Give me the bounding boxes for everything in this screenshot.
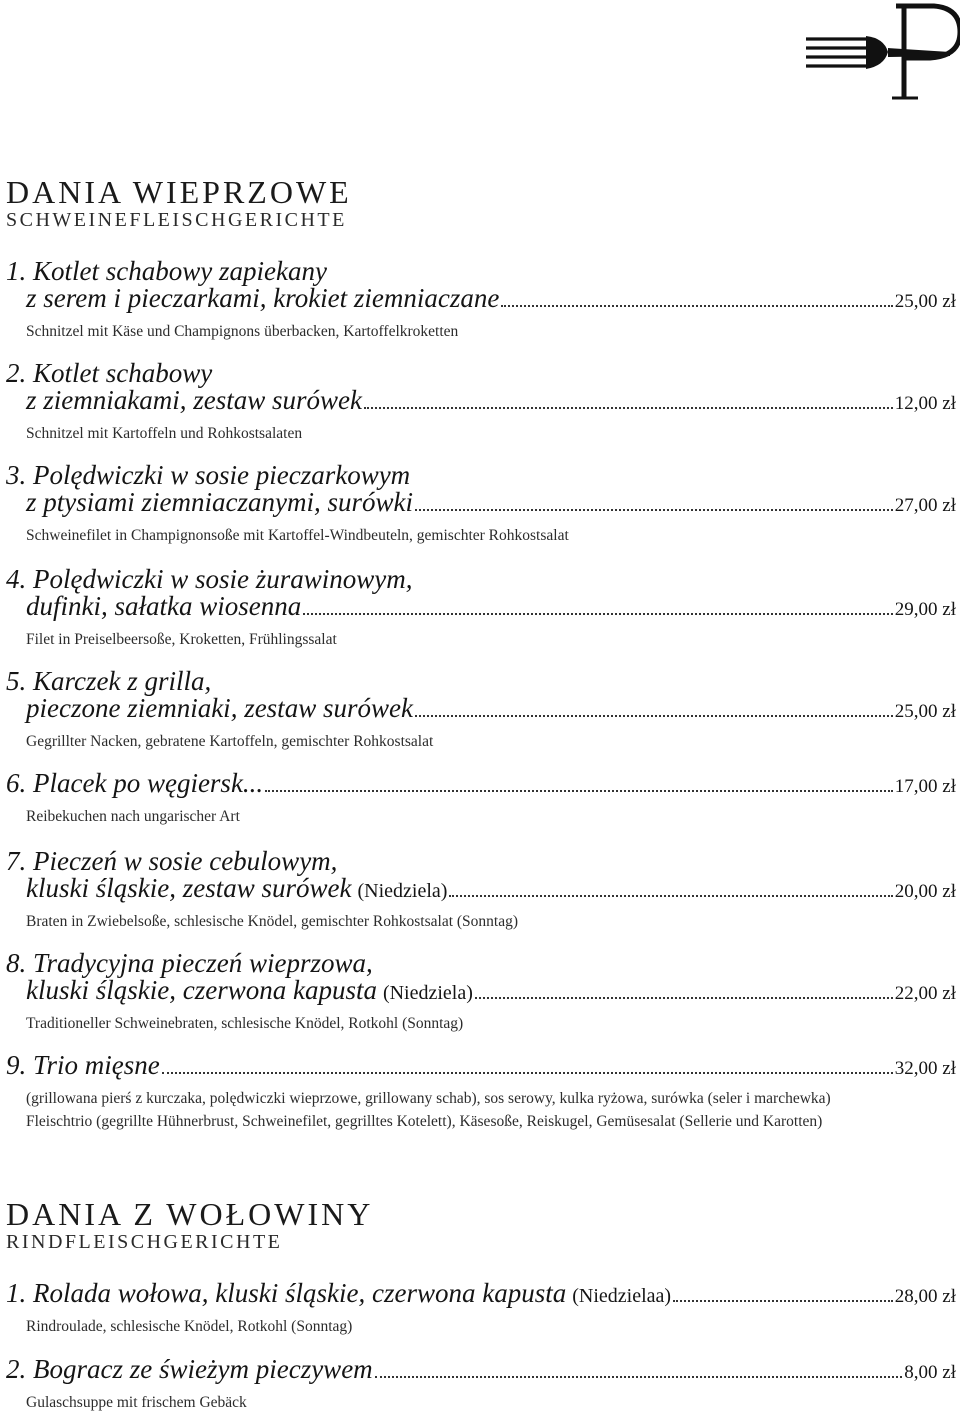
dish-name-line1: 8. Tradycyjna pieczeń wieprzowa, [6, 948, 373, 978]
dish-name-line1: 2. Kotlet schabowy [6, 358, 213, 388]
menu-item [6, 566, 956, 650]
section-subtitle: RINDFLEISCHGERICHTE [6, 1231, 283, 1253]
menu-item [6, 360, 956, 444]
dish-name: 1. Rolada wołowa, kluski śląskie, czerwona kapusta [6, 1278, 567, 1308]
dot-leader [303, 613, 893, 615]
dish-description: Gulaschsuppe mit frischem Gebäck [26, 1394, 247, 1411]
dish-name-line1: 3. Polędwiczki w sosie pieczarkowym [6, 460, 411, 490]
dot-leader [162, 1072, 893, 1074]
dish-price: 12,00 zł [894, 393, 956, 414]
dish-name-line2: kluski śląskie, czerwona kapusta [26, 975, 377, 1005]
dish-name: 6. Placek po węgiersk... [6, 768, 264, 798]
dish-price: 25,00 zł [894, 701, 956, 722]
dish-name-line2: pieczone ziemniaki, zestaw surówek [26, 693, 413, 723]
dish-note: (Niedziela) [382, 982, 473, 1004]
dot-leader [375, 1376, 903, 1378]
dish-name: 9. Trio mięsne [6, 1050, 160, 1080]
menu-item [6, 1356, 956, 1413]
dish-price: 22,00 zł [894, 983, 956, 1004]
dish-note: (Niedziela) [357, 880, 448, 902]
beef-section-header [6, 1198, 373, 1253]
dot-leader [415, 509, 893, 511]
dot-leader [364, 407, 893, 409]
dish-price: 17,00 zł [894, 776, 956, 797]
dish-description: Filet in Preiselbeersoße, Kroketten, Frühlingssalat [26, 631, 337, 648]
dot-leader [415, 715, 893, 717]
dish-price: 32,00 zł [894, 1058, 956, 1079]
dish-price: 20,00 zł [894, 881, 956, 902]
dish-price: 8,00 zł [904, 1362, 956, 1383]
menu-item [6, 668, 956, 752]
dish-description-german: Fleischtrio (gegrillte Hühnerbrust, Schweinefilet, gegrilltes Kotelett), Käsesoße, Reiskugel, Gemüsesalat (Sellerie und Karotten) [26, 1113, 823, 1130]
dish-price: 28,00 zł [894, 1286, 956, 1307]
menu-item [6, 1052, 956, 1132]
dish-description: Braten in Zwiebelsoße, schlesische Knödel, gemischter Rohkostsalat (Sonntag) [26, 913, 519, 930]
dish-name: 2. Bogracz ze świeżym pieczywem [6, 1354, 373, 1384]
dish-name-line2: z serem i pieczarkami, krokiet ziemniaczane [26, 283, 500, 313]
dish-name-line2: z ziemniakami, zestaw surówek [26, 385, 362, 415]
dish-name-line1: 4. Polędwiczki w sosie żurawinowym, [6, 564, 413, 594]
menu-item [6, 1280, 956, 1337]
dish-name-line2: kluski śląskie, zestaw surówek [26, 873, 352, 903]
dish-name-line1: 7. Pieczeń w sosie cebulowym, [6, 846, 338, 876]
dish-description: Schnitzel mit Kartoffeln und Rohkostsalaten [26, 425, 303, 442]
dot-leader [475, 997, 893, 999]
section-subtitle: SCHWEINEFLEISCHGERICHTE [6, 209, 347, 231]
dish-name-line2: z ptysiami ziemniaczanymi, surówki [26, 487, 413, 517]
dish-description: Gegrillter Nacken, gebratene Kartoffeln, gemischter Rohkostsalat [26, 733, 434, 750]
dish-description: (grillowana pierś z kurczaka, polędwiczki wieprzowe, grillowany schab), sos serowy, kulka ryżowa, surówka (seler i marchewka) [26, 1090, 831, 1107]
dot-leader [265, 790, 893, 792]
dish-note: (Niedzielaa) [572, 1285, 672, 1307]
dot-leader [449, 895, 892, 897]
dish-description: Schnitzel mit Käse und Champignons überbacken, Kartoffelkroketten [26, 323, 459, 340]
dish-price: 27,00 zł [894, 495, 956, 516]
dish-name-line1: 5. Karczek z grilla, [6, 666, 212, 696]
section-title: DANIA WIEPRZOWE [6, 174, 352, 210]
dish-name-line2: dufinki, sałatka wiosenna [26, 591, 302, 621]
dish-name-line1: 1. Kotlet schabowy zapiekany [6, 256, 327, 286]
dish-description: Schweinefilet in Champignonsoße mit Kartoffel-Windbeuteln, gemischter Rohkostsalat [26, 527, 569, 544]
menu-item [6, 462, 956, 546]
pork-section-header [6, 176, 352, 231]
dot-leader [673, 1300, 893, 1302]
dish-price: 25,00 zł [894, 291, 956, 312]
menu-item [6, 770, 956, 827]
menu-item [6, 848, 956, 932]
section-title: DANIA Z WOŁOWINY [6, 1196, 374, 1232]
dish-description: Reibekuchen nach ungarischer Art [26, 808, 240, 825]
restaurant-logo [800, 2, 960, 102]
menu-item [6, 950, 956, 1034]
menu-item [6, 258, 956, 342]
dish-price: 29,00 zł [894, 599, 956, 620]
dish-description: Traditioneller Schweinebraten, schlesische Knödel, Rotkohl (Sonntag) [26, 1015, 464, 1032]
dot-leader [501, 305, 892, 307]
dish-description: Rindroulade, schlesische Knödel, Rotkohl (Sonntag) [26, 1318, 353, 1335]
